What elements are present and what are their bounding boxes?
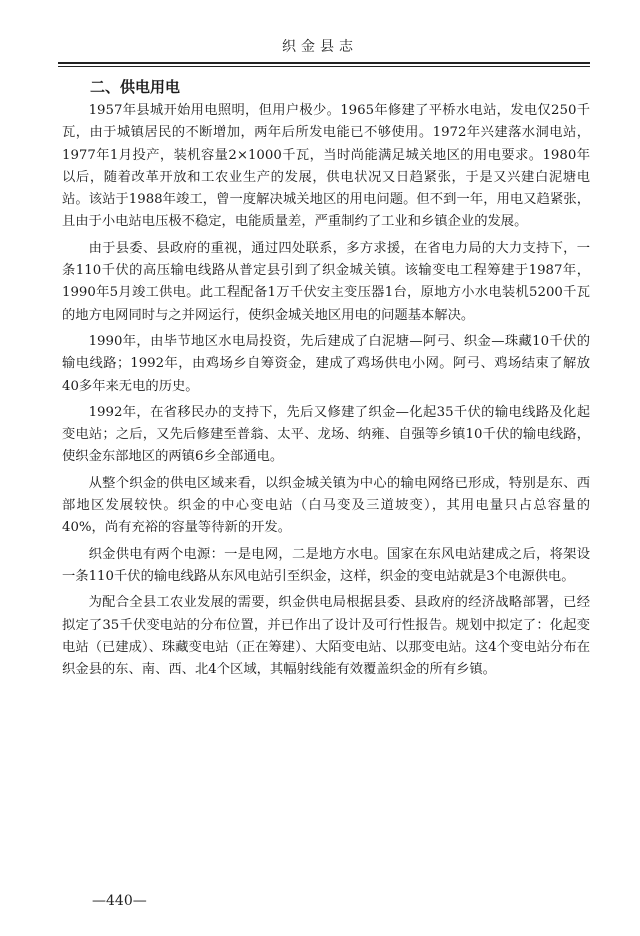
paragraph-3: 1990年，由毕节地区水电局投资，先后建成了白泥塘—阿弓、织金—珠藏10千伏的输电线路；1992年，由鸡场乡自筹资金，建成了鸡场供电小网。阿弓、鸡场结束了解放40多年来无电的历史。 (62, 333, 590, 394)
page-body (62, 74, 590, 685)
header-rule-thin (58, 66, 590, 67)
paragraph-6: 织金供电有两个电源：一是电网，二是地方水电。国家在东风电站建成之后，将架设一条110千伏的输电线路从东风电站引至织金，这样，织金的变电站就是3个电源供电。 (62, 546, 590, 584)
section-title: 二、供电用电 (90, 78, 181, 96)
paragraph-2: 由于县委、县政府的重视，通过四处联系，多方求援，在省电力局的大力支持下，一条110千伏的高压输电线路从普定县引到了织金城关镇。该输变电工程筹建于1987年，1990年5月竣工供电。此工程配备1万千伏安主变压器1台，原地方小水电装机5200千瓦的地方电网同时与之并网运行，使织金城关地区用电的问题基本解决。 (62, 240, 590, 323)
paragraph-4: 1992年，在省移民办的支持下，先后又修建了织金—化起35千伏的输电线路及化起变电站；之后，又先后修建至普翁、太平、龙场、纳雍、自强等乡镇10千伏的输电线路，使织金东部地区的两镇6乡全部通电。 (62, 404, 590, 465)
header-rule-thick (58, 62, 590, 64)
running-title: 织金县志 (282, 39, 358, 55)
page-number: —440— (92, 893, 147, 909)
paragraph-1: 1957年县城开始用电照明，但用户极少。1965年修建了平桥水电站，发电仅250千瓦，由于城镇居民的不断增加，两年后所发电能已不够使用。1972年兴建落水洞电站，1977年1月投产，装机容量2×1000千瓦，当时尚能满足城关地区的用电要求。1980年以后，随着改革开放和工农业生产的发展，供电状况又日趋紧张，于是又兴建白泥塘电站。该站于1988年竣工，曾一度解决城关地区的用电问题。但不到一年，用电又趋紧张，且由于小电站电压极不稳定，电能质量差，严重制约了工业和乡镇企业的发展。 (62, 103, 590, 230)
paragraph-5: 从整个织金的供电区域来看，以织金城关镇为中心的输电网络已形成，特别是东、西部地区发展较快。织金的中心变电站（白马变及三道坡变），其用电量只占总容量的40%，尚有充裕的容量等待新的开发。 (62, 475, 590, 536)
paragraph-7: 为配合全县工农业发展的需要，织金供电局根据县委、县政府的经济战略部署，已经拟定了35千伏变电站的分布位置，并已作出了设计及可行性报告。规划中拟定了：化起变电站（已建成）、珠藏变电站（正在筹建）、大陌变电站、以那变电站。这4个变电站分布在织金县的东、南、西、北4个区域，其幅射线能有效覆盖织金的所有乡镇。 (62, 595, 590, 678)
